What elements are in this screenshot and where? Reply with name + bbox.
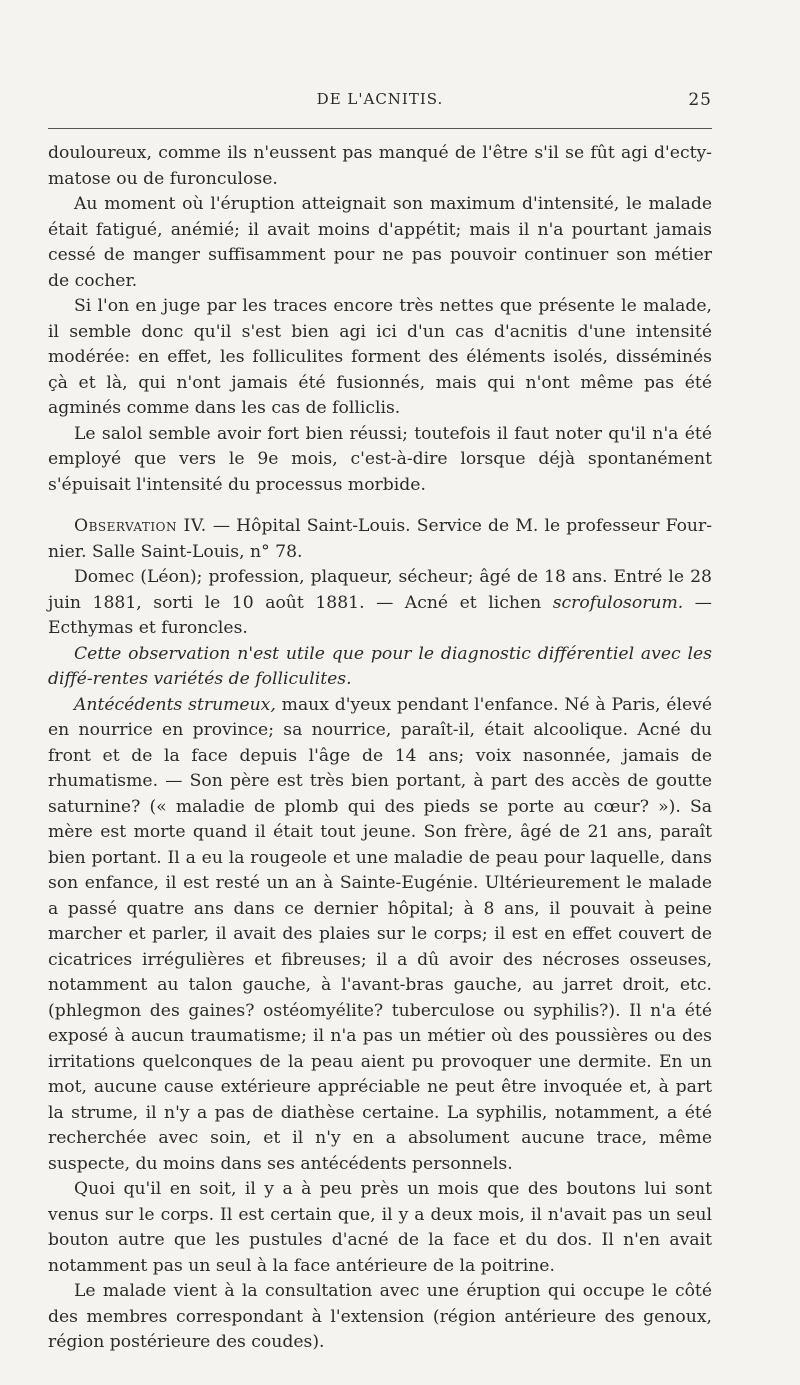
observation-heading: Observation IV. — [74, 516, 207, 536]
patient-text-a: Domec (Léon); profession, plaqueur, sécheur; âgé de 18 ans. Entré le 28 juin 1881, sorti le 10 août 1881. — Acné et lichen — [48, 567, 712, 613]
antecedents-text: maux d'yeux pendant l'enfance. Né à Paris, élevé en nourrice en province; sa nourrice, paraît-il, était alcoolique. Acné du front et de la face depuis l'âge de 14 ans; voix nasonnée, jamais de rhumatisme. — Son père est très bien portant, à part des accès de goutte saturnine? (« maladie de plomb qui des pieds se porte au cœur? »). Sa mère est morte quand il était tout jeune. Son frère, âgé de 21 ans, paraît bien portant. Il a eu la rougeole et une maladie de peau pour laquelle, dans son enfance, il est resté un an à Sainte-Eugénie. Ultérieurement le malade a passé quatre ans dans ce dernier hôpital; à 8 ans, il pouvait à peine marcher et parler, il avait des plaies sur le corps; il est en effet couvert de cicatrices irrégulières et fibreuses; il a dû avoir des nécroses osseuses, notamment au talon gauche, à l'avant-bras gauche, au jarret droit, etc. (phlegmon des gaines? ostéomyélite? tuberculose ou syphilis?). Il n'a été exposé à aucun traumatisme; il n'a pas un métier où des poussières ou des irritations quelconques de la peau aient pu provoquer une dermite. En un mot, aucune cause extérieure appréciable ne peut être invoquée et, à part la strume, il n'y a pas de diathèse certaine. La syphilis, notamment, a été recherchée avec soin, et il n'y en a absolument aucune trace, même suspecte, du moins dans ses antécédents personnels. — [48, 694, 712, 1174]
paragraph: Au moment où l'éruption atteignait son maximum d'intensité, le malade était fatigué, anémié; il avait moins d'appétit; mais il n'a pourtant jamais cessé de manger suffisamment pour ne pas pouvoir continuer son métier de cocher. — [48, 194, 712, 291]
paragraph: Quoi qu'il en soit, il y a à peu près un mois que des boutons lui sont venus sur le corps. Il est certain que, il y a deux mois, il n'avait pas un seul bouton autre que les pustules d'acné de la face et du dos. Il n'en avait notamment pas un seul à la face antérieure de la poitrine. — [48, 1179, 712, 1276]
body-text — [48, 141, 712, 1356]
page-number: 25 — [688, 90, 712, 110]
header-rule — [48, 128, 712, 129]
observation-note: Cette observation n'est utile que pour le diagnostic différentiel avec les diffé-rentes variétés de folliculites. — [48, 643, 712, 689]
running-title: DE L'ACNITIS. — [316, 90, 444, 108]
running-header — [48, 90, 712, 114]
observation-heading-paragraph — [48, 514, 712, 565]
antecedents-paragraph — [48, 693, 712, 1178]
patient-text-italic: scrofulosorum. — [552, 592, 684, 613]
paragraph: Si l'on en juge par les traces encore très nettes que présente le malade, il semble donc qu'il s'est bien agi ici d'un cas d'acnitis d'une intensité modérée: en effet, les folliculites forment des éléments isolés, disséminés çà et là, qui n'ont jamais été fusionnés, mais qui n'ont même pas été agminés comme dans les cas de folliclis. — [48, 296, 712, 418]
antecedents-label: Antécédents strumeux, — [74, 694, 276, 715]
patient-paragraph — [48, 565, 712, 642]
patient-text-b: — Ecthymas et furoncles. — [48, 592, 712, 638]
observation-heading-rest: — Hôpital Saint-Louis. Service de M. le professeur Four-nier. Salle Saint-Louis, n° 78. — [48, 516, 713, 562]
paragraph: douloureux, comme ils n'eussent pas manqué de l'être s'il se fût agi d'ecty-matose ou de furonculose. — [48, 143, 712, 189]
paragraph: Le malade vient à la consultation avec une éruption qui occupe le côté des membres correspondant à l'extension (région antérieure des genoux, région postérieure des coudes). — [48, 1281, 712, 1352]
paragraph: Le salol semble avoir fort bien réussi; toutefois il faut noter qu'il n'a été employé que vers le 9e mois, c'est-à-dire lorsque déjà spontanément s'épuisait l'intensité du processus morbide. — [48, 423, 712, 495]
